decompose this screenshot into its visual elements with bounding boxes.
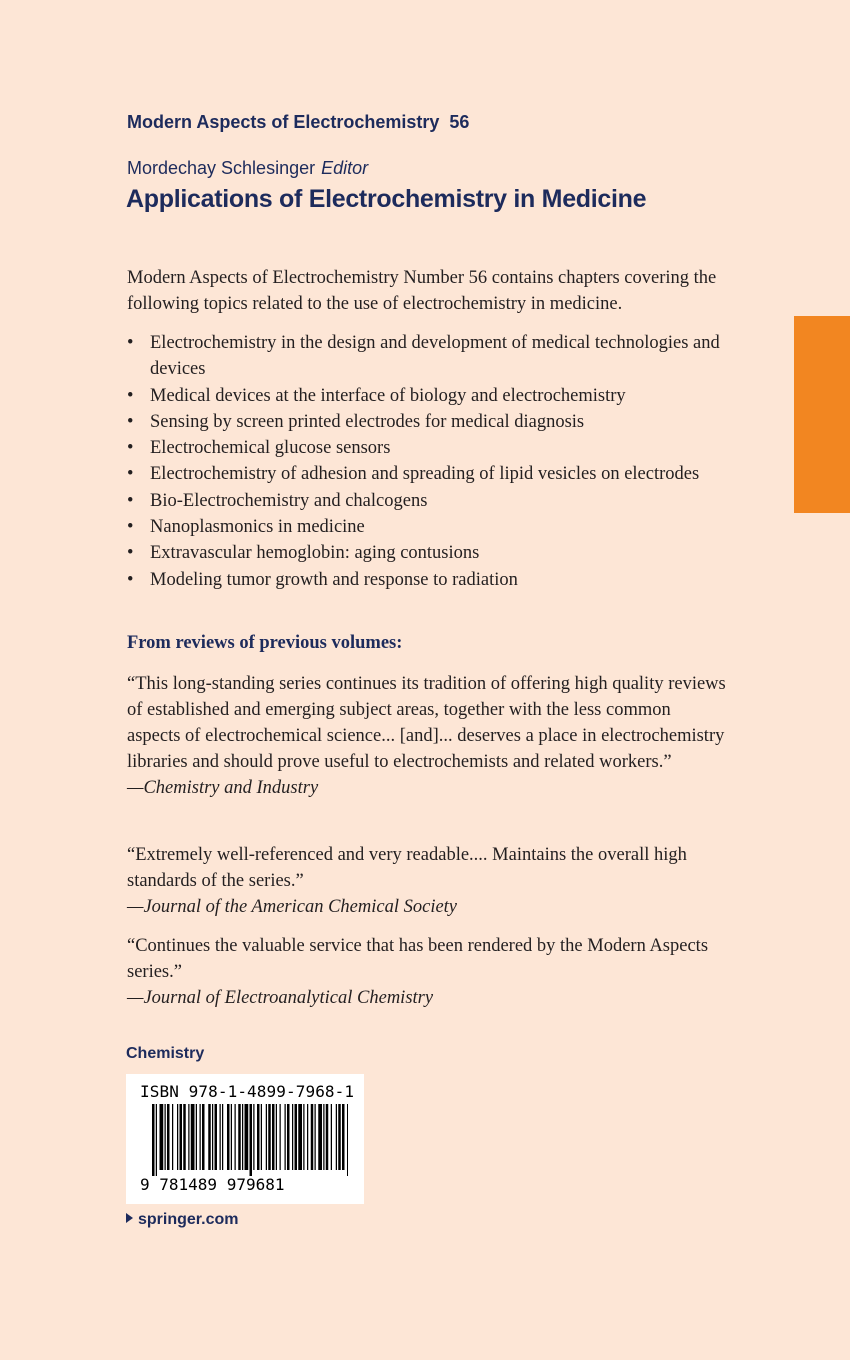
list-item: • Electrochemistry of adhesion and spreading of lipid vesicles on electrodes bbox=[127, 461, 727, 487]
barcode-bar bbox=[323, 1104, 324, 1170]
barcode-bar bbox=[160, 1104, 164, 1170]
barcode-bar bbox=[295, 1104, 298, 1170]
review-block bbox=[127, 671, 727, 801]
barcode-panel bbox=[126, 1074, 364, 1204]
barcode-bar bbox=[261, 1104, 262, 1170]
barcode-bar bbox=[238, 1104, 241, 1170]
series-title bbox=[127, 112, 469, 133]
barcode-bar bbox=[231, 1104, 232, 1170]
barcode-bar bbox=[242, 1104, 243, 1170]
review-quote: “This long-standing series continues its tradition of offering high quality reviews of established and emerging subject areas, together with the less common aspects of electrochemical science... [and]... deserves a place in electrochemistry libraries and should prove useful to electrochemists and related workers.” bbox=[127, 674, 726, 772]
list-item: • Extravascular hemoglobin: aging contusions bbox=[127, 540, 727, 566]
barcode-bar bbox=[272, 1104, 275, 1170]
barcode-bar bbox=[338, 1104, 341, 1170]
editor-line bbox=[127, 158, 368, 179]
barcode-bar bbox=[188, 1104, 189, 1170]
barcode-bar bbox=[191, 1104, 195, 1170]
series-number: 56 bbox=[449, 112, 470, 132]
barcode-bar bbox=[245, 1104, 249, 1170]
editor-role: Editor bbox=[321, 158, 369, 178]
barcode-bar bbox=[200, 1104, 201, 1170]
category-label: Chemistry bbox=[126, 1045, 205, 1062]
barcode-bar bbox=[347, 1104, 348, 1176]
barcode-bar bbox=[180, 1104, 183, 1170]
review-source: —Journal of Electroanalytical Chemistry bbox=[127, 988, 434, 1008]
intro-paragraph: Modern Aspects of Electrochemistry Number 56 contains chapters covering the following topics related to the use of electrochemistry in medicine. bbox=[127, 268, 717, 314]
list-item: • Electrochemical glucose sensors bbox=[127, 435, 727, 461]
barcode-bar bbox=[215, 1104, 218, 1170]
review-block bbox=[127, 933, 727, 1011]
topic-list bbox=[127, 330, 727, 593]
book-title: Applications of Electrochemistry in Medicine bbox=[126, 185, 647, 213]
barcode-bar bbox=[208, 1104, 211, 1170]
orange-accent-tab bbox=[794, 316, 850, 513]
review-source: —Chemistry and Industry bbox=[127, 778, 319, 798]
barcode-bar bbox=[227, 1104, 230, 1170]
barcode-bar bbox=[212, 1104, 213, 1170]
review-source: —Journal of the American Chemical Society bbox=[127, 897, 458, 917]
list-item: • Sensing by screen printed electrodes for medical diagnosis bbox=[127, 409, 727, 435]
barcode-digits: 9 781489 979681 bbox=[140, 1175, 285, 1194]
barcode-bar bbox=[292, 1104, 293, 1170]
publisher-link[interactable] bbox=[126, 1211, 238, 1229]
barcode-bar bbox=[253, 1104, 254, 1170]
barcode-bar bbox=[287, 1104, 290, 1170]
barcode-bar bbox=[331, 1104, 332, 1170]
barcode-bar bbox=[167, 1104, 170, 1170]
barcode-bar bbox=[268, 1104, 271, 1170]
barcode-bar bbox=[307, 1104, 308, 1170]
list-item: • Nanoplasmonics in medicine bbox=[127, 514, 727, 540]
barcode-bar bbox=[156, 1104, 157, 1176]
barcode-bar bbox=[222, 1104, 223, 1170]
series-name: Modern Aspects of Electrochemistry bbox=[127, 112, 440, 132]
barcode-bar bbox=[266, 1104, 267, 1170]
barcode-bar bbox=[276, 1104, 277, 1170]
barcode-bar bbox=[165, 1104, 166, 1170]
barcode-bar bbox=[336, 1104, 337, 1170]
reviews-heading: From reviews of previous volumes: bbox=[127, 633, 403, 653]
review-quote: “Extremely well-referenced and very readable.... Maintains the overall high standards of the series.” bbox=[127, 845, 687, 891]
publisher-link-text: springer.com bbox=[138, 1211, 239, 1228]
barcode-bar bbox=[298, 1104, 302, 1170]
isbn-label: ISBN 978-1-4899-7968-1 bbox=[140, 1082, 355, 1101]
barcode-bar bbox=[280, 1104, 281, 1170]
editor-name: Mordechay Schlesinger bbox=[127, 158, 316, 178]
barcode-bar bbox=[311, 1104, 314, 1170]
barcode-bar bbox=[183, 1104, 186, 1170]
barcode-bar bbox=[202, 1104, 205, 1170]
barcode-bar bbox=[342, 1104, 345, 1170]
barcode-bar bbox=[318, 1104, 322, 1170]
barcode-bar bbox=[177, 1104, 178, 1170]
review-block bbox=[127, 842, 727, 920]
barcode-bar bbox=[220, 1104, 221, 1170]
barcode-bar bbox=[250, 1104, 253, 1176]
barcode-bar bbox=[285, 1104, 286, 1170]
barcode-bar bbox=[152, 1104, 155, 1176]
list-item: • Medical devices at the interface of biology and electrochemistry bbox=[127, 383, 727, 409]
barcode-bar bbox=[315, 1104, 316, 1170]
list-item: • Bio-Electrochemistry and chalcogens bbox=[127, 488, 727, 514]
list-item: • Electrochemistry in the design and development of medical technologies and devices bbox=[127, 330, 727, 383]
review-quote: “Continues the valuable service that has been rendered by the Modern Aspects series.” bbox=[127, 936, 709, 982]
arrow-right-icon bbox=[126, 1213, 133, 1223]
barcode-bar bbox=[172, 1104, 173, 1170]
barcode-bar bbox=[235, 1104, 236, 1170]
barcode-bar bbox=[257, 1104, 260, 1170]
barcode-bar bbox=[303, 1104, 304, 1170]
barcode-bar bbox=[196, 1104, 197, 1170]
barcode-bar bbox=[326, 1104, 329, 1170]
list-item: • Modeling tumor growth and response to radiation bbox=[127, 567, 727, 593]
